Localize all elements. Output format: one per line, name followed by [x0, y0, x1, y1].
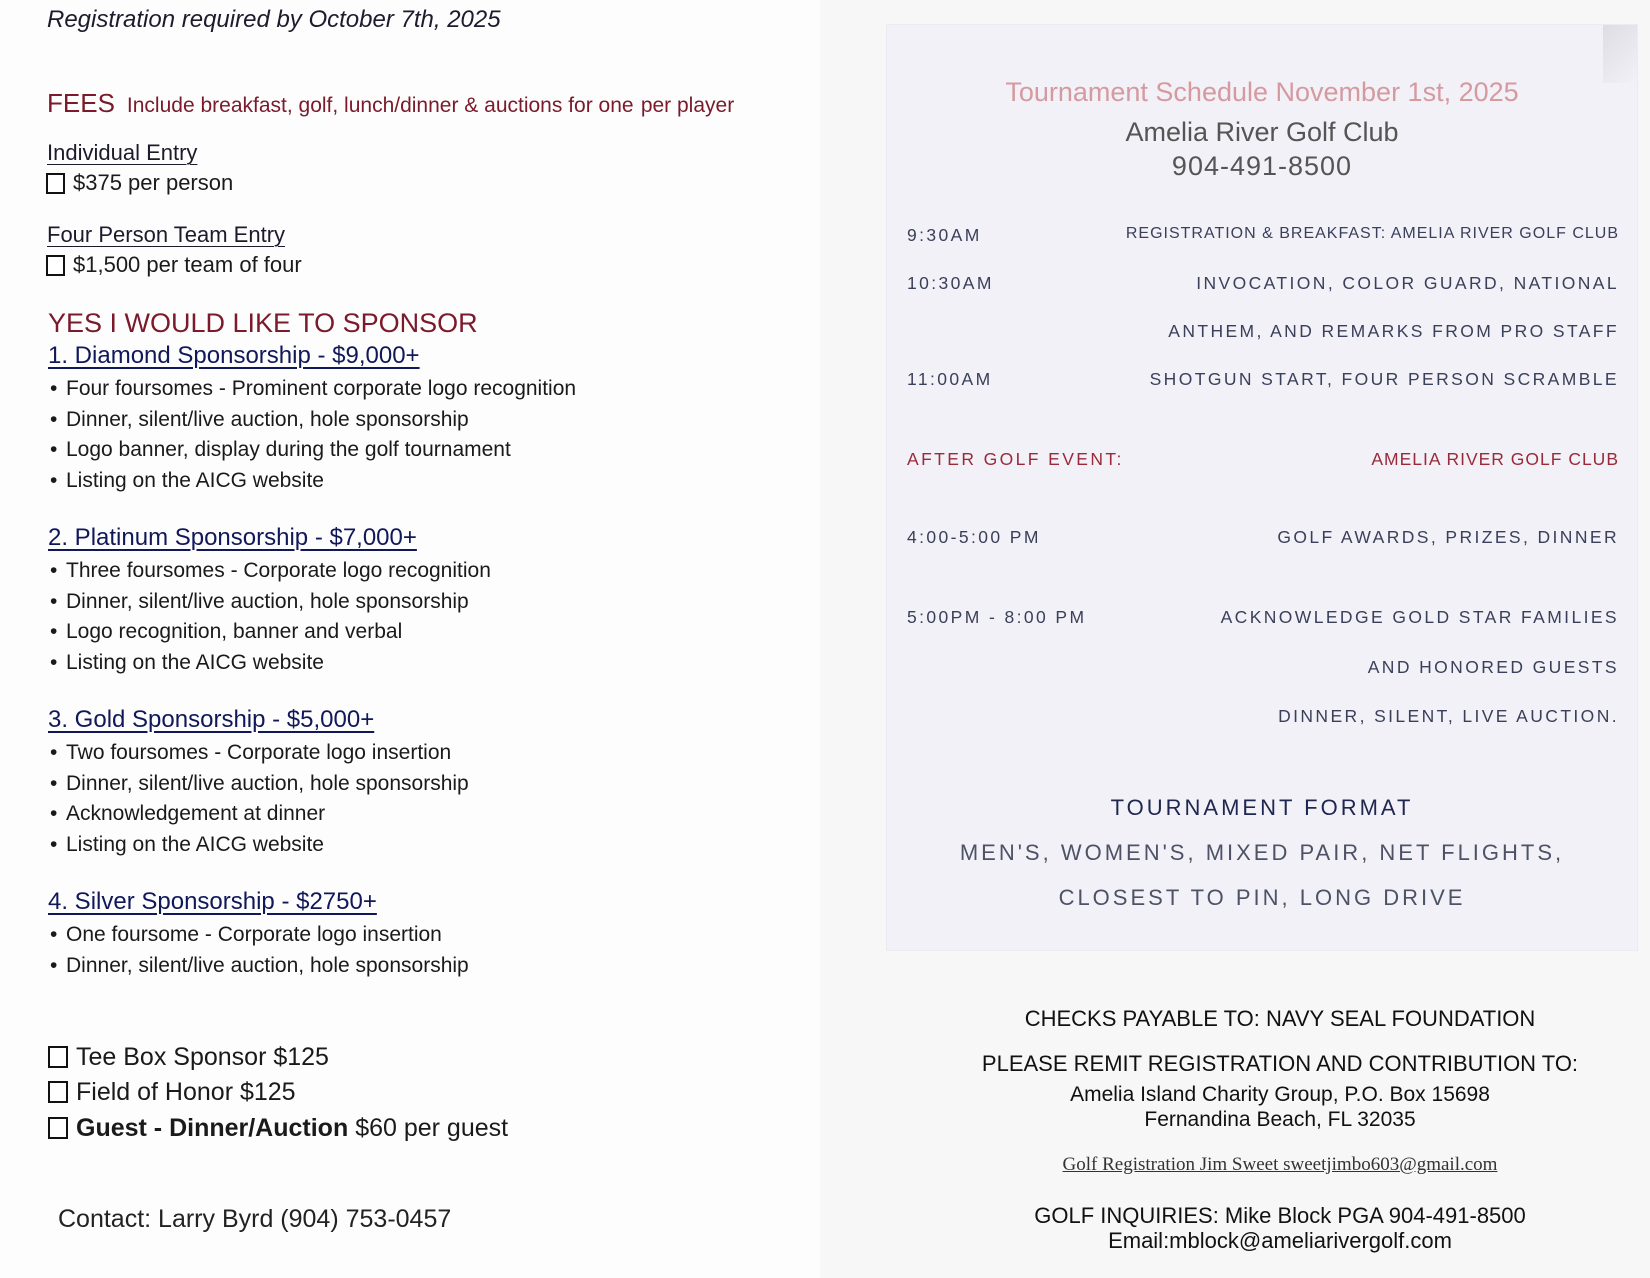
tier-title: 4. Silver Sponsorship - $2750+ — [48, 888, 377, 915]
individual-entry-option[interactable] — [46, 170, 233, 196]
benefit-item: • Listing on the AICG website — [48, 466, 576, 497]
tee-box-sponsor-option[interactable] — [48, 1040, 329, 1074]
benefit-item: • Four foursomes - Prominent corporate logo recognition — [48, 374, 576, 405]
schedule-desc: INVOCATION, COLOR GUARD, NATIONAL — [1196, 273, 1619, 293]
schedule-card — [887, 25, 1637, 950]
benefit-item: • Acknowledgement at dinner — [48, 799, 469, 830]
benefit-item: • Listing on the AICG website — [48, 830, 469, 861]
left-page — [0, 0, 820, 1278]
schedule-desc: AMELIA RIVER GOLF CLUB — [1371, 449, 1619, 469]
schedule-desc: ANTHEM, AND REMARKS FROM PRO STAFF — [1168, 321, 1619, 341]
benefit-item: • Dinner, silent/live auction, hole sponsorship — [48, 769, 469, 800]
team-entry-price: $1,500 per team of four — [73, 252, 302, 277]
benefit-item: • Logo banner, display during the golf tournament — [48, 435, 576, 466]
schedule-row — [907, 449, 1619, 470]
checkbox[interactable] — [48, 1046, 68, 1068]
schedule-row — [907, 706, 1619, 727]
schedule-desc: GOLF AWARDS, PRIZES, DINNER — [1277, 527, 1619, 547]
tier-benefits — [48, 920, 469, 981]
tier-title: 1. Diamond Sponsorship - $9,000+ — [48, 342, 420, 369]
team-entry-title: Four Person Team Entry — [47, 222, 286, 247]
checks-payable: CHECKS PAYABLE TO: NAVY SEAL FOUNDATION — [1024, 1006, 1536, 1031]
mailing-address-line1: Amelia Island Charity Group, P.O. Box 15698 — [1070, 1083, 1490, 1106]
tournament-format-line: CLOSEST TO PIN, LONG DRIVE — [1058, 885, 1466, 910]
schedule-row — [907, 273, 1619, 294]
schedule-desc: REGISTRATION & BREAKFAST: AMELIA RIVER GOLF CLUB — [1125, 225, 1619, 242]
sponsorship-tier — [48, 342, 576, 496]
schedule-title: Tournament Schedule November 1st, 2025 — [1005, 77, 1519, 107]
club-phone: 904-491-8500 — [1171, 151, 1353, 181]
fees-note: Include breakfast, golf, lunch/dinner & auctions for one — [126, 94, 634, 117]
fees-title: FEES — [47, 88, 115, 118]
benefit-item: • Listing on the AICG website — [48, 648, 491, 679]
schedule-row — [907, 607, 1619, 628]
schedule-row — [907, 657, 1619, 678]
tee-box-sponsor-label: Tee Box Sponsor $125 — [76, 1043, 329, 1071]
schedule-time: 4:00-5:00 PM — [907, 527, 1041, 547]
sponsor-heading: YES I WOULD LIKE TO SPONSOR — [48, 308, 478, 338]
tournament-format-line: MEN'S, WOMEN'S, MIXED PAIR, NET FLIGHTS, — [959, 840, 1565, 865]
schedule-row — [907, 527, 1619, 548]
fees-note-faded: per player — [640, 94, 735, 117]
club-name: Amelia River Golf Club — [1125, 117, 1399, 147]
tier-title: 3. Gold Sponsorship - $5,000+ — [48, 706, 375, 733]
mailing-address-line2: Fernandina Beach, FL 32035 — [1144, 1108, 1416, 1131]
checkbox[interactable] — [46, 173, 65, 194]
benefit-item: • Dinner, silent/live auction, hole sponsorship — [48, 405, 576, 436]
tier-benefits — [48, 556, 491, 678]
benefit-item: • Two foursomes - Corporate logo insertion — [48, 738, 469, 769]
benefit-item: • One foursome - Corporate logo insertion — [48, 920, 469, 951]
checkbox[interactable] — [48, 1081, 68, 1103]
sponsorship-tier — [48, 888, 469, 981]
schedule-desc: DINNER, SILENT, LIVE AUCTION. — [1278, 706, 1619, 726]
schedule-desc: SHOTGUN START, FOUR PERSON SCRAMBLE — [1149, 369, 1619, 389]
schedule-time: 9:30AM — [907, 225, 982, 245]
field-of-honor-option[interactable] — [48, 1075, 296, 1109]
registration-deadline: Registration required by October 7th, 2025 — [47, 6, 501, 33]
schedule-row — [907, 321, 1619, 342]
individual-entry-price: $375 per person — [73, 170, 234, 195]
checkbox[interactable] — [46, 255, 65, 276]
guest-dinner-label: Guest - Dinner/Auction — [76, 1114, 349, 1142]
schedule-desc: ACKNOWLEDGE GOLD STAR FAMILIES — [1220, 607, 1619, 627]
golf-registration-link[interactable]: Golf Registration Jim Sweet sweetjimbo603@gmail.com — [1062, 1154, 1498, 1175]
benefit-item: • Three foursomes - Corporate logo recognition — [48, 556, 491, 587]
schedule-row — [907, 369, 1619, 390]
schedule-time: AFTER GOLF EVENT: — [907, 449, 1124, 469]
sponsorship-tier — [48, 706, 469, 860]
schedule-time: 11:00AM — [907, 369, 993, 389]
benefit-item: • Logo recognition, banner and verbal — [48, 617, 491, 648]
checkbox[interactable] — [48, 1117, 68, 1139]
guest-dinner-price: $60 per guest — [355, 1114, 509, 1142]
tournament-format-title: TOURNAMENT FORMAT — [1110, 795, 1414, 820]
remit-instructions: PLEASE REMIT REGISTRATION AND CONTRIBUTION TO: — [981, 1051, 1579, 1076]
guest-dinner-option[interactable] — [48, 1111, 508, 1145]
fees-heading — [47, 88, 734, 119]
schedule-time: 10:30AM — [907, 273, 994, 293]
inquiries-email[interactable]: Email:mblock@ameliarivergolf.com — [1108, 1228, 1452, 1253]
sponsorship-tier — [48, 524, 491, 678]
tier-benefits — [48, 738, 469, 860]
schedule-desc: AND HONORED GUESTS — [1367, 657, 1619, 677]
schedule-row — [907, 225, 1619, 246]
schedule-time: 5:00PM - 8:00 PM — [907, 607, 1087, 627]
golf-inquiries: GOLF INQUIRIES: Mike Block PGA 904-491-8500 — [1034, 1203, 1526, 1228]
tier-benefits — [48, 374, 576, 496]
contact-info: Contact: Larry Byrd (904) 753-0457 — [58, 1205, 452, 1233]
benefit-item: • Dinner, silent/live auction, hole sponsorship — [48, 587, 491, 618]
field-of-honor-label: Field of Honor $125 — [76, 1078, 296, 1106]
individual-entry-title: Individual Entry — [47, 140, 198, 165]
page-corner — [1603, 25, 1637, 83]
benefit-item: • Dinner, silent/live auction, hole sponsorship — [48, 951, 469, 982]
tier-title: 2. Platinum Sponsorship - $7,000+ — [48, 524, 417, 551]
team-entry-option[interactable] — [46, 252, 302, 278]
